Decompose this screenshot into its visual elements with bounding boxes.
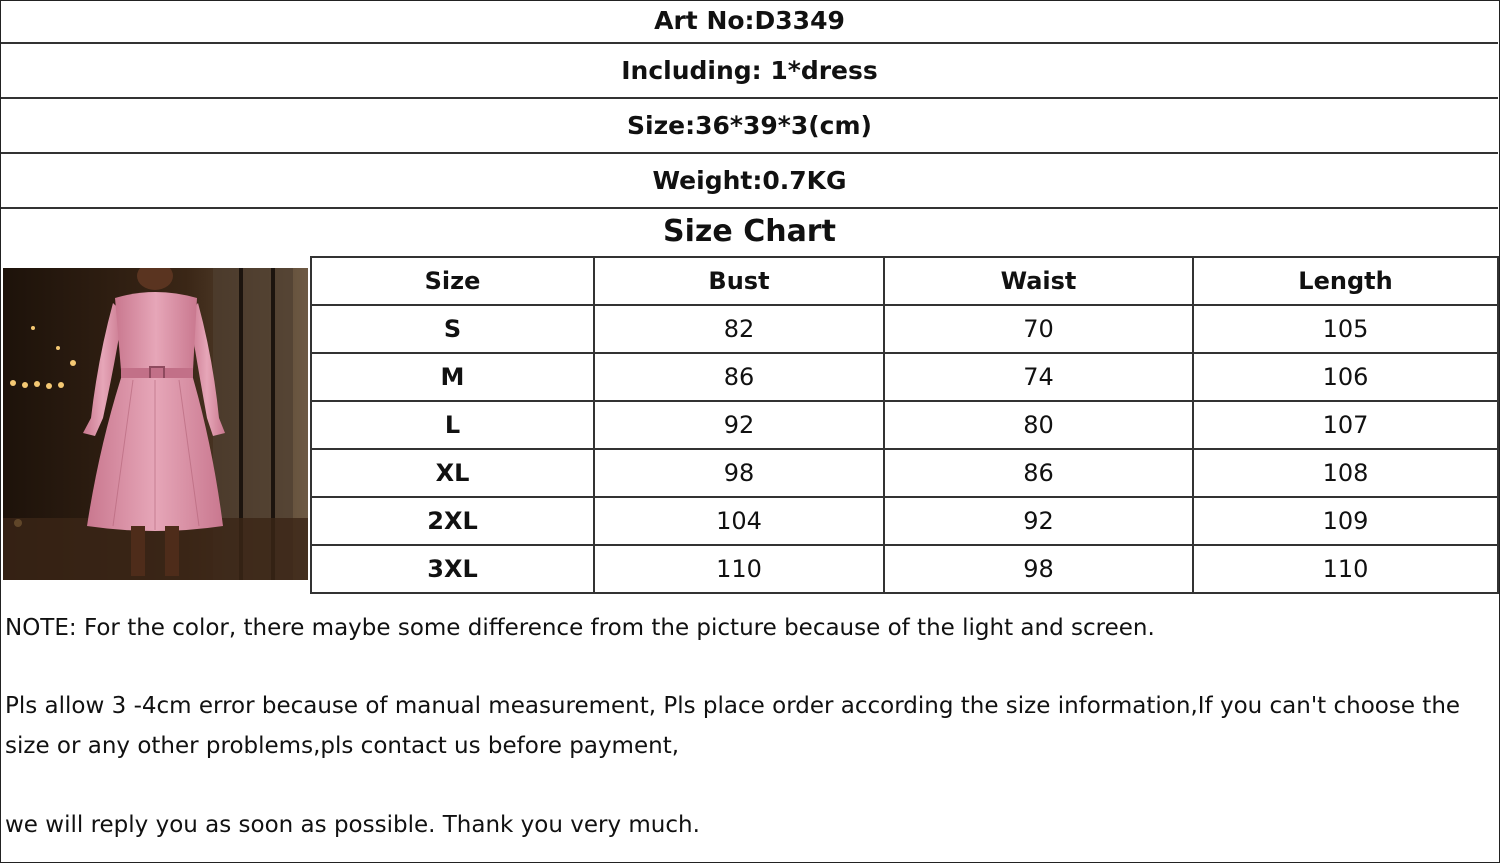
length-cell: 109 [1193, 497, 1498, 545]
waist-cell: 98 [884, 545, 1193, 593]
bust-cell: 82 [594, 305, 884, 353]
table-row [311, 305, 1498, 353]
size-table [310, 256, 1499, 594]
bust-cell: 98 [594, 449, 884, 497]
bust-cell: 86 [594, 353, 884, 401]
dress-product-photo [3, 268, 308, 580]
table-header-row [311, 257, 1498, 305]
package-contents: Including: 1*dress [1, 44, 1498, 99]
reply-note: we will reply you as soon as possible. Thank you very much. [5, 812, 700, 838]
size-cell: L [311, 401, 594, 449]
bust-cell: 110 [594, 545, 884, 593]
length-cell: 110 [1193, 545, 1498, 593]
size-cell: 3XL [311, 545, 594, 593]
bust-cell: 104 [594, 497, 884, 545]
size-cell: XL [311, 449, 594, 497]
bust-cell: 92 [594, 401, 884, 449]
waist-cell: 70 [884, 305, 1193, 353]
size-cell: M [311, 353, 594, 401]
col-header-length: Length [1193, 257, 1498, 305]
size-cell: 2XL [311, 497, 594, 545]
table-row [311, 401, 1498, 449]
waist-cell: 86 [884, 449, 1193, 497]
measurement-note: Pls allow 3 -4cm error because of manual measurement, Pls place order according the size information,If you can't choose the size or any other problems,pls contact us before payment, [5, 693, 1461, 759]
package-size: Size:36*39*3(cm) [1, 99, 1498, 154]
color-note: NOTE: For the color, there maybe some difference from the picture because of the light and screen. [5, 615, 1155, 641]
table-row [311, 353, 1498, 401]
table-row [311, 449, 1498, 497]
art-number: Art No:D3349 [1, 0, 1498, 44]
waist-cell: 80 [884, 401, 1193, 449]
col-header-waist: Waist [884, 257, 1193, 305]
size-chart-title: Size Chart [663, 214, 836, 249]
length-cell: 107 [1193, 401, 1498, 449]
length-cell: 106 [1193, 353, 1498, 401]
table-row [311, 545, 1498, 593]
col-header-bust: Bust [594, 257, 884, 305]
waist-cell: 74 [884, 353, 1193, 401]
package-weight: Weight:0.7KG [1, 154, 1498, 209]
size-cell: S [311, 305, 594, 353]
waist-cell: 92 [884, 497, 1193, 545]
table-row [311, 497, 1498, 545]
col-header-size: Size [311, 257, 594, 305]
length-cell: 105 [1193, 305, 1498, 353]
length-cell: 108 [1193, 449, 1498, 497]
